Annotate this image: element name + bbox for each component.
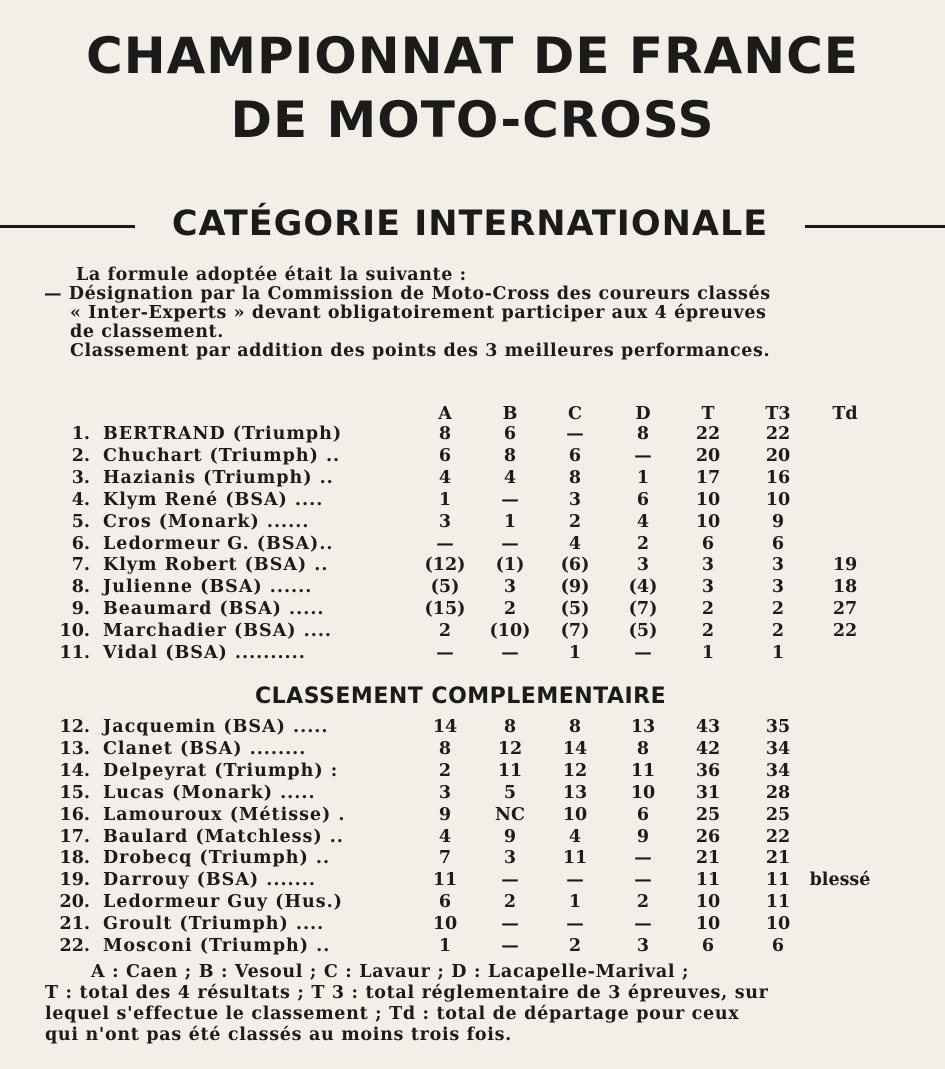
- cell-td: 19: [832, 555, 858, 576]
- table-row: [0, 534, 945, 555]
- cell-td: blessé: [809, 870, 871, 891]
- cell-d: 2: [636, 533, 650, 554]
- page-title: CHAMPIONNAT DE FRANCE: [86, 27, 859, 85]
- cell-a: (12): [424, 555, 466, 576]
- cell-num: 4.: [71, 489, 90, 510]
- table-row: [0, 446, 945, 467]
- column-header-t: T: [701, 404, 715, 424]
- cell-t: 10: [695, 914, 721, 935]
- cell-name: Jacquemin (BSA) .....: [103, 717, 329, 737]
- cell-a: 4: [438, 467, 452, 488]
- cell-c: —: [566, 424, 584, 444]
- column-header-c: C: [568, 404, 582, 424]
- cell-name: Julienne (BSA) ......: [103, 577, 313, 598]
- cell-t3: 20: [765, 445, 791, 466]
- cell-a: 8: [438, 738, 452, 759]
- table-row: [0, 805, 945, 826]
- cell-b: 8: [503, 717, 517, 737]
- cell-name: Hazianis (Triumph) ..: [103, 467, 334, 488]
- cell-name: BERTRAND (Triumph): [103, 424, 343, 444]
- cell-b: —: [501, 533, 519, 554]
- cell-t3: 10: [765, 914, 791, 935]
- cell-name: Delpeyrat (Triumph) :: [103, 760, 339, 781]
- cell-c: 11: [562, 848, 588, 869]
- category-heading: [0, 199, 945, 249]
- cell-name: Darrouy (BSA) .......: [103, 870, 316, 891]
- column-header-d: D: [635, 404, 651, 424]
- cell-t3: 10: [765, 489, 791, 510]
- column-header-b: B: [502, 404, 518, 424]
- cell-a: 4: [438, 826, 452, 847]
- cell-d: (7): [628, 599, 658, 620]
- cell-t3: 2: [771, 599, 785, 620]
- cell-a: (15): [424, 599, 466, 620]
- cell-t3: 6: [771, 936, 785, 956]
- cell-name: Vidal (BSA) ..........: [103, 643, 306, 663]
- cell-a: —: [436, 643, 454, 663]
- cell-num: 20.: [59, 892, 90, 913]
- legend-line: lequel s'effectue le classement ; Td : total de départage pour ceux: [45, 1004, 740, 1024]
- cell-num: 14.: [59, 760, 90, 781]
- column-header-t3: T3: [765, 404, 791, 424]
- cell-num: 10.: [59, 621, 90, 642]
- cell-c: —: [566, 870, 584, 891]
- cell-t: 3: [701, 577, 715, 598]
- cell-t3: 2: [771, 621, 785, 642]
- cell-a: 14: [432, 717, 458, 737]
- cell-num: 22.: [59, 936, 90, 956]
- cell-b: 3: [503, 577, 517, 598]
- cell-b: —: [501, 914, 519, 935]
- cell-d: —: [634, 870, 652, 891]
- table-row: [0, 424, 945, 445]
- cell-t: 11: [695, 870, 721, 891]
- cell-t: 10: [695, 489, 721, 510]
- table-row: [0, 468, 945, 489]
- cell-name: Cros (Monark) ......: [103, 511, 310, 532]
- cell-t: 31: [695, 782, 721, 803]
- cell-t: 26: [695, 826, 721, 847]
- cell-t3: 1: [771, 643, 785, 663]
- cell-d: 6: [636, 489, 650, 510]
- cell-c: 8: [568, 467, 582, 488]
- cell-td: 18: [832, 577, 858, 598]
- cell-d: (5): [628, 621, 658, 642]
- cell-a: 3: [438, 782, 452, 803]
- cell-c: 14: [562, 738, 588, 759]
- cell-t3: 34: [765, 760, 791, 781]
- cell-t: 1: [701, 643, 715, 663]
- cell-t: 25: [695, 804, 721, 825]
- cell-t: 36: [695, 760, 721, 781]
- table-row: [0, 643, 945, 664]
- cell-t3: 6: [771, 533, 785, 554]
- cell-b: 5: [503, 782, 517, 803]
- cell-t3: 25: [765, 804, 791, 825]
- intro-line: « Inter-Experts » devant obligatoirement participer aux 4 épreuves: [70, 303, 767, 323]
- cell-c: (6): [560, 555, 590, 576]
- table-row: [0, 577, 945, 598]
- cell-d: 9: [636, 826, 650, 847]
- cell-b: 8: [503, 445, 517, 466]
- cell-name: Klym Robert (BSA) ..: [103, 555, 329, 576]
- cell-b: 4: [503, 467, 517, 488]
- cell-c: 2: [568, 511, 582, 532]
- cell-b: —: [501, 643, 519, 663]
- cell-d: 3: [636, 936, 650, 956]
- table-row: [0, 914, 945, 935]
- cell-d: 2: [636, 892, 650, 913]
- category-title: CATÉGORIE INTERNATIONALE: [171, 204, 769, 244]
- cell-c: —: [566, 914, 584, 935]
- cell-t: 2: [701, 621, 715, 642]
- cell-num: 7.: [71, 555, 90, 576]
- cell-name: Lucas (Monark) .....: [103, 782, 316, 803]
- cell-a: 11: [432, 870, 458, 891]
- cell-a: (5): [430, 577, 460, 598]
- cell-b: 6: [503, 424, 517, 444]
- column-header-a: A: [438, 404, 452, 424]
- cell-t3: 11: [765, 892, 791, 913]
- cell-a: 6: [438, 445, 452, 466]
- cell-num: 3.: [71, 467, 90, 488]
- cell-num: 16.: [59, 804, 90, 825]
- cell-b: NC: [495, 804, 525, 825]
- cell-a: 1: [438, 936, 452, 956]
- cell-num: 11.: [59, 643, 90, 663]
- table-row: [0, 512, 945, 533]
- cell-td: 22: [832, 621, 858, 642]
- cell-b: 2: [503, 892, 517, 913]
- cell-name: Lamouroux (Métisse) .: [103, 804, 346, 825]
- cell-b: 9: [503, 826, 517, 847]
- cell-num: 19.: [59, 870, 90, 891]
- cell-name: Baulard (Matchless) ..: [103, 826, 344, 847]
- cell-t: 20: [695, 445, 721, 466]
- cell-d: 6: [636, 804, 650, 825]
- cell-name: Ledormeur Guy (Hus.): [103, 892, 343, 913]
- cell-num: 9.: [71, 599, 90, 620]
- table-row: [0, 490, 945, 511]
- cell-c: 8: [568, 717, 582, 737]
- cell-d: —: [634, 848, 652, 869]
- intro-line: Classement par addition des points des 3 meilleures performances.: [70, 341, 771, 361]
- cell-c: 13: [562, 782, 588, 803]
- cell-t3: 34: [765, 738, 791, 759]
- cell-num: 15.: [59, 782, 90, 803]
- cell-d: 13: [630, 717, 656, 737]
- cell-name: Chuchart (Triumph) ..: [103, 445, 341, 466]
- cell-a: 7: [438, 848, 452, 869]
- cell-d: —: [634, 643, 652, 663]
- table-row: [0, 739, 945, 760]
- cell-t: 6: [701, 533, 715, 554]
- cell-a: 3: [438, 511, 452, 532]
- cell-b: 1: [503, 511, 517, 532]
- complementary-heading: CLASSEMENT COMPLEMENTAIRE: [255, 684, 667, 709]
- cell-t: 6: [701, 936, 715, 956]
- cell-num: 12.: [59, 717, 90, 737]
- cell-t: 3: [701, 555, 715, 576]
- cell-a: 1: [438, 489, 452, 510]
- cell-c: 3: [568, 489, 582, 510]
- cell-c: 4: [568, 533, 582, 554]
- cell-a: 10: [432, 914, 458, 935]
- cell-b: —: [501, 936, 519, 956]
- column-headers: [0, 404, 945, 425]
- cell-t3: 11: [765, 870, 791, 891]
- cell-t3: 16: [765, 467, 791, 488]
- cell-name: Groult (Triumph) ....: [103, 914, 325, 935]
- table-row: [0, 761, 945, 782]
- cell-t3: 21: [765, 848, 791, 869]
- cell-num: 8.: [71, 577, 90, 598]
- table-row: [0, 717, 945, 738]
- cell-a: 2: [438, 621, 452, 642]
- cell-c: 6: [568, 445, 582, 466]
- cell-c: 1: [568, 892, 582, 913]
- cell-num: 18.: [59, 848, 90, 869]
- cell-t3: 3: [771, 555, 785, 576]
- cell-name: Drobecq (Triumph) ..: [103, 848, 331, 869]
- legend-line: T : total des 4 résultats ; T 3 : total réglementaire de 3 épreuves, sur: [45, 983, 769, 1003]
- cell-num: 6.: [71, 533, 90, 554]
- cell-name: Mosconi (Triumph) ..: [103, 936, 331, 956]
- page-title-line-2: DE MOTO-CROSS: [230, 91, 715, 149]
- cell-c: (9): [560, 577, 590, 598]
- cell-t3: 22: [765, 826, 791, 847]
- cell-name: Clanet (BSA) ........: [103, 738, 307, 759]
- cell-b: —: [501, 870, 519, 891]
- cell-c: 12: [562, 760, 588, 781]
- legend: [45, 962, 905, 1046]
- cell-d: 3: [636, 555, 650, 576]
- legend-line: A : Caen ; B : Vesoul ; C : Lavaur ; D : Lacapelle-Marival ;: [91, 962, 690, 982]
- cell-t: 43: [695, 717, 721, 737]
- cell-num: 21.: [59, 914, 90, 935]
- cell-d: —: [634, 445, 652, 466]
- table-row: [0, 599, 945, 620]
- intro-line: — Désignation par la Commission de Moto-Cross des coureurs classés: [44, 284, 771, 304]
- cell-b: (1): [495, 555, 525, 576]
- cell-name: Marchadier (BSA) ....: [103, 621, 333, 642]
- intro-line: La formule adoptée était la suivante :: [76, 265, 467, 285]
- cell-c: 4: [568, 826, 582, 847]
- cell-t3: 3: [771, 577, 785, 598]
- cell-t: 17: [695, 467, 721, 488]
- legend-line: qui n'ont pas été classés au moins trois fois.: [45, 1025, 512, 1045]
- table-row: [0, 848, 945, 869]
- cell-d: 11: [630, 760, 656, 781]
- cell-num: 5.: [71, 511, 90, 532]
- cell-b: (10): [489, 621, 531, 642]
- cell-d: 8: [636, 424, 650, 444]
- table-row: [0, 892, 945, 913]
- table-row: [0, 555, 945, 576]
- cell-name: Ledormeur G. (BSA)..: [103, 533, 334, 554]
- table-row: [0, 783, 945, 804]
- cell-td: 27: [832, 599, 858, 620]
- cell-t: 10: [695, 892, 721, 913]
- cell-a: 2: [438, 760, 452, 781]
- cell-d: 8: [636, 738, 650, 759]
- divider-left: [0, 225, 135, 228]
- cell-num: 13.: [59, 738, 90, 759]
- cell-a: 8: [438, 424, 452, 444]
- cell-b: 3: [503, 848, 517, 869]
- cell-a: —: [436, 533, 454, 554]
- table-row: [0, 870, 945, 891]
- cell-t3: 22: [765, 424, 791, 444]
- cell-num: 1.: [71, 424, 90, 444]
- cell-t: 10: [695, 511, 721, 532]
- cell-a: 6: [438, 892, 452, 913]
- cell-t3: 35: [765, 717, 791, 737]
- cell-t3: 9: [771, 511, 785, 532]
- cell-num: 2.: [71, 445, 90, 466]
- cell-b: —: [501, 489, 519, 510]
- cell-d: (4): [628, 577, 658, 598]
- cell-t3: 28: [765, 782, 791, 803]
- cell-b: 12: [497, 738, 523, 759]
- table-row: [0, 827, 945, 848]
- cell-c: (5): [560, 599, 590, 620]
- cell-d: 1: [636, 467, 650, 488]
- intro-line: de classement.: [70, 322, 224, 342]
- cell-name: Beaumard (BSA) .....: [103, 599, 325, 620]
- cell-d: 4: [636, 511, 650, 532]
- table-row: [0, 621, 945, 642]
- column-header-td: Td: [832, 404, 858, 424]
- cell-t: 22: [695, 424, 721, 444]
- cell-b: 11: [497, 760, 523, 781]
- intro-text: [44, 265, 905, 361]
- cell-d: 10: [630, 782, 656, 803]
- cell-c: (7): [560, 621, 590, 642]
- cell-t: 42: [695, 738, 721, 759]
- cell-c: 10: [562, 804, 588, 825]
- cell-t: 2: [701, 599, 715, 620]
- cell-d: —: [634, 914, 652, 935]
- divider-right: [805, 225, 945, 228]
- cell-c: 2: [568, 936, 582, 956]
- cell-name: Klym René (BSA) ....: [103, 489, 324, 510]
- table-row: [0, 936, 945, 957]
- cell-b: 2: [503, 599, 517, 620]
- cell-num: 17.: [59, 826, 90, 847]
- cell-a: 9: [438, 804, 452, 825]
- cell-t: 21: [695, 848, 721, 869]
- cell-c: 1: [568, 643, 582, 663]
